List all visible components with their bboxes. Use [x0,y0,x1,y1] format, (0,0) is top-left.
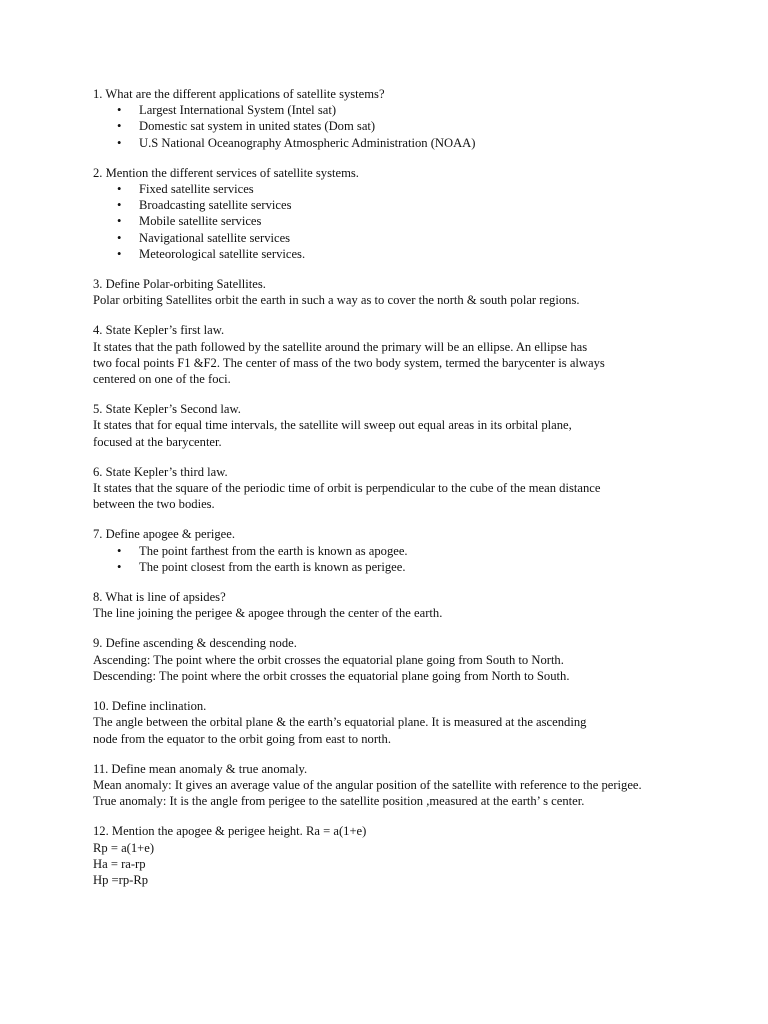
answer-line: focused at the barycenter. [93,434,222,449]
bullet-item [93,135,733,151]
bullet-text: The point farthest from the earth is known as apogee. [139,543,408,558]
bullet-text: Domestic sat system in united states (Dom sat) [139,119,376,134]
answer-line: It states that the square of the periodic time of orbit is perpendicular to the cube of the mean distance [93,481,601,496]
question-block [93,589,733,621]
bullet-item [93,559,733,575]
answer-line: between the two bodies. [93,497,215,512]
question-block [93,823,733,888]
question-block [93,86,733,151]
question-block [93,322,733,387]
bullet-item [93,230,733,246]
bullet-list [93,181,733,262]
bullet-text: Mobile satellite services [139,214,262,229]
bullet-icon: • [117,103,122,118]
question-block [93,165,733,262]
bullet-icon: • [117,135,122,150]
answer-line: Hp =rp-Rp [93,872,149,887]
bullet-text: U.S National Oceanography Atmospheric Administration (NOAA) [139,135,476,150]
question-block [93,698,733,747]
answer-line: centered on one of the foci. [93,372,231,387]
bullet-item [93,543,733,559]
bullet-list [93,543,733,575]
question-heading: 9. Define ascending & descending node. [93,636,297,651]
answer-line: The line joining the perigee & apogee through the center of the earth. [93,606,443,621]
answer-line: node from the equator to the orbit going from east to north. [93,731,391,746]
answer-line: Rp = a(1+e) [93,840,155,855]
bullet-text: Navigational satellite services [139,230,291,245]
bullet-item [93,213,733,229]
answer-line: two focal points F1 &F2. The center of mass of the two body system, termed the barycenter is always [93,355,605,370]
bullet-item [93,197,733,213]
bullet-text: Fixed satellite services [139,182,254,197]
bullet-item [93,118,733,134]
question-heading: 1. What are the different applications of satellite systems? [93,87,385,101]
question-block [93,401,733,450]
question-heading: 3. Define Polar-orbiting Satellites. [93,277,266,292]
bullet-text: Broadcasting satellite services [139,198,292,213]
answer-line: Mean anomaly: It gives an average value of the angular position of the satellite with reference to the perigee. [93,777,642,792]
question-heading: 5. State Kepler’s Second law. [93,402,241,417]
question-heading: 10. Define inclination. [93,699,207,714]
bullet-text: Largest International System (Intel sat) [139,103,337,118]
answer-line: The angle between the orbital plane & the earth’s equatorial plane. It is measured at the ascending [93,715,587,730]
question-block [93,635,733,684]
answer-line: It states that for equal time intervals, the satellite will sweep out equal areas in its orbital plane, [93,418,572,433]
question-block [93,761,733,810]
bullet-list [93,102,733,151]
bullet-icon: • [117,543,122,558]
bullet-icon: • [117,246,122,261]
question-heading: 8. What is line of apsides? [93,590,226,605]
bullet-icon: • [117,230,122,245]
question-block [93,464,733,513]
question-heading: 4. State Kepler’s first law. [93,323,225,338]
bullet-icon: • [117,559,122,574]
bullet-icon: • [117,182,122,197]
bullet-text: Meteorological satellite services. [139,246,306,261]
bullet-item [93,246,733,262]
document-page [93,86,733,902]
question-heading: 6. State Kepler’s third law. [93,464,228,479]
bullet-icon: • [117,119,122,134]
answer-line: Descending: The point where the orbit crosses the equatorial plane going from North to South. [93,668,570,683]
bullet-icon: • [117,198,122,213]
question-heading: 11. Define mean anomaly & true anomaly. [93,761,308,776]
question-block [93,276,733,308]
question-block [93,526,733,575]
question-heading: 12. Mention the apogee & perigee height. Ra = a(1+e) [93,824,367,839]
answer-line: Polar orbiting Satellites orbit the earth in such a way as to cover the north & south polar regions. [93,293,580,308]
question-heading: 2. Mention the different services of satellite systems. [93,165,359,180]
bullet-item [93,102,733,118]
question-heading: 7. Define apogee & perigee. [93,527,235,542]
answer-line: Ha = ra-rp [93,856,146,871]
bullet-icon: • [117,214,122,229]
answer-line: True anomaly: It is the angle from perigee to the satellite position ,measured at the earth’ s center. [93,794,585,809]
bullet-text: The point closest from the earth is known as perigee. [139,559,406,574]
answer-line: Ascending: The point where the orbit crosses the equatorial plane going from South to North. [93,652,564,667]
bullet-item [93,181,733,197]
answer-line: It states that the path followed by the satellite around the primary will be an ellipse. An ellipse has [93,339,588,354]
